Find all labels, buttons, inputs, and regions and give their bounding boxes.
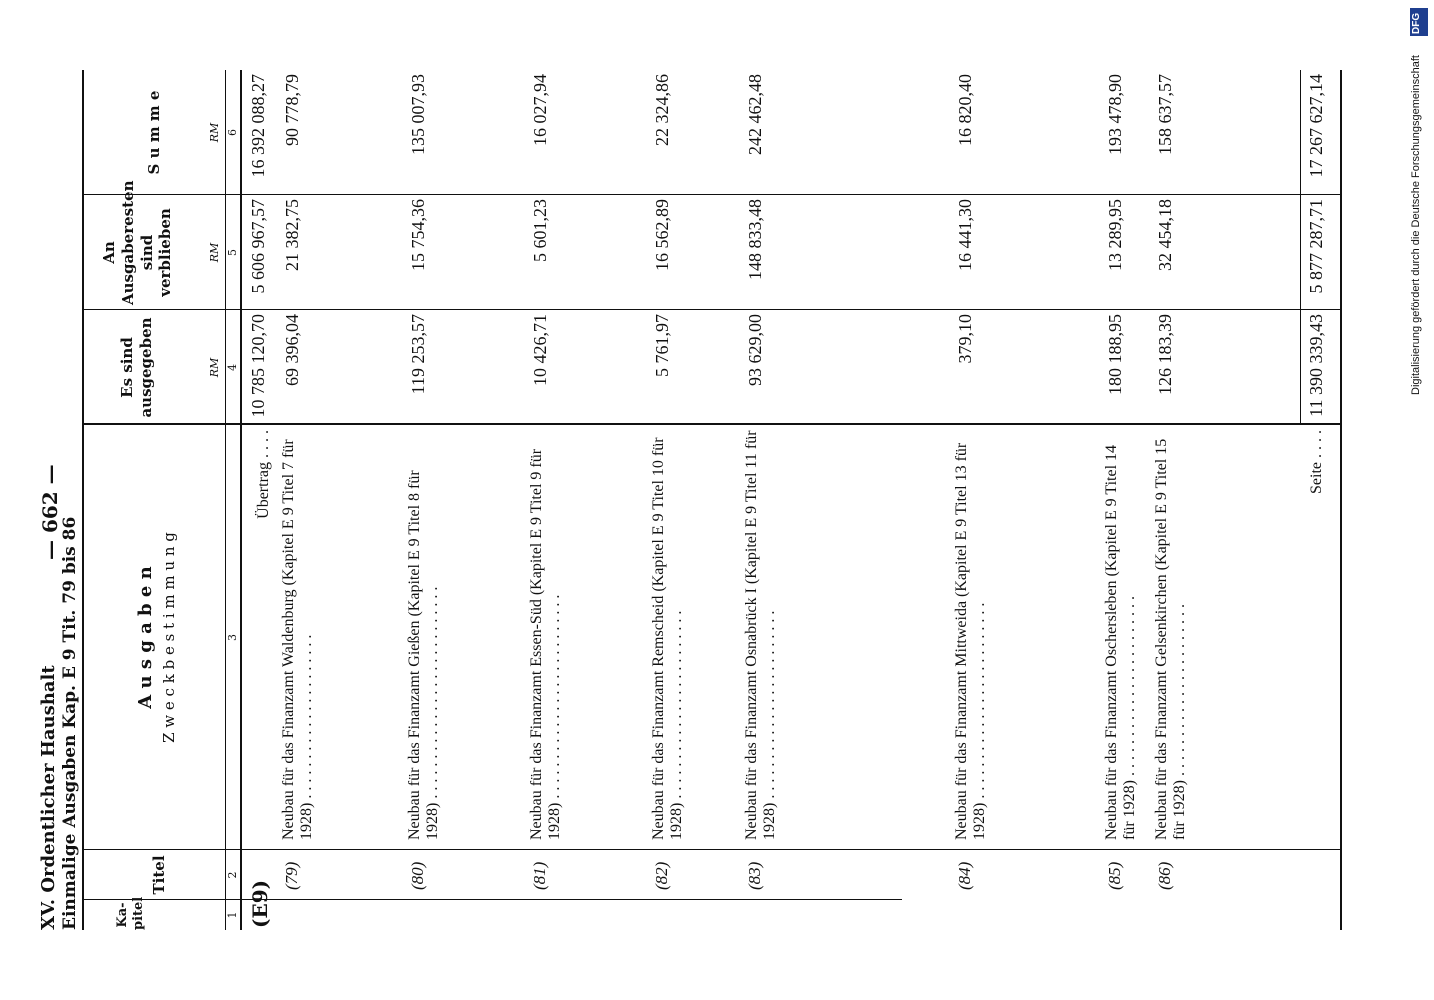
summe-86: 158 637,57 — [1155, 74, 1175, 155]
col-divider-kapitel — [82, 899, 902, 900]
digitization-credit — [1410, 40, 1426, 395]
text-86: Neubau für das Finanzamt Gelsenkirchen (Kapitel E 9 Titel 15 für 1928) . . . . . . . . . . . . . . . . . . . . . . — [1153, 438, 1188, 840]
titel-81: (81) — [530, 861, 549, 890]
col-header-reste: An Ausgaberesten sind verblieben — [100, 180, 175, 305]
uebertrag-ausgegeben: 10 785 120,70 — [248, 314, 268, 418]
seite-ausgegeben: 11 390 339,43 — [1306, 314, 1326, 417]
titel-79: (79) — [282, 861, 301, 890]
col-header-ausgaben: A u s g a b e n — [135, 566, 156, 709]
text-80: Neubau für das Finanzamt Gießen (Kapitel E 9 Titel 8 für 1928) . . . . . . . . . . . . . . . . . . . . . . . . . . . — [406, 470, 441, 840]
col-divider-reste — [82, 194, 1340, 195]
uebertrag-summe: 16 392 088,27 — [248, 74, 268, 178]
colnum-1: 1 — [226, 911, 239, 919]
col-header-summe: S u m m e — [145, 90, 163, 175]
summe-82: 22 324,86 — [652, 74, 672, 146]
summe-79: 90 778,79 — [282, 74, 302, 146]
table-bottom-rule — [1340, 70, 1342, 930]
ausgegeben-81: 10 426,71 — [530, 314, 550, 386]
col-divider-titel — [82, 849, 1340, 850]
text-83: Neubau für das Finanzamt Osnabrück I (Kapitel E 9 Titel 11 für 1928) . . . . . . . . . . . . . . . . . . . . . . . . — [743, 430, 778, 840]
summe-83: 242 462,48 — [745, 74, 765, 155]
kapitel-value: (E9) — [248, 879, 272, 928]
header-bottom-rule — [240, 70, 242, 930]
reste-82: 16 562,89 — [652, 199, 672, 271]
table-top-rule — [82, 70, 84, 930]
unit-reste: RM — [208, 242, 221, 263]
reste-80: 15 754,36 — [408, 199, 428, 271]
colnum-2: 2 — [226, 871, 239, 879]
seite-summe: 17 267 627,14 — [1306, 74, 1326, 178]
summe-80: 135 007,93 — [408, 74, 428, 155]
text-84: Neubau für das Finanzamt Mittweida (Kapitel E 9 Titel 13 für 1928) . . . . . . . . . . . . . . . . . . . . . . . . . — [953, 442, 988, 840]
summe-81: 16 027,94 — [530, 74, 550, 146]
ausgegeben-83: 93 629,00 — [745, 314, 765, 386]
unit-ausgegeben: RM — [208, 357, 221, 378]
reste-85: 13 289,95 — [1105, 199, 1125, 271]
colnum-5: 5 — [226, 249, 239, 256]
colnum-6: 6 — [226, 129, 239, 136]
text-79: Neubau für das Finanzamt Waldenburg (Kapitel E 9 Titel 7 für 1928) . . . . . . . . . . . . . . . . . . . . . — [280, 439, 315, 840]
text-81: Neubau für das Finanzamt Essen-Süd (Kapitel E 9 Titel 9 für 1928) . . . . . . . . . . . . . . . . . . . . . . . . . . — [528, 448, 563, 840]
summe-84: 16 820,40 — [955, 74, 975, 146]
col-header-ausgegeben: Es sind ausgegeben — [118, 317, 155, 418]
ausgegeben-85: 180 188,95 — [1105, 314, 1125, 395]
uebertrag-label: Übertrag . . . . — [255, 430, 272, 519]
summe-85: 193 478,90 — [1105, 74, 1125, 155]
total-rule — [1300, 70, 1301, 425]
uebertrag-reste: 5 606 967,57 — [248, 199, 268, 294]
unit-summe: RM — [208, 122, 221, 143]
reste-81: 5 601,23 — [530, 199, 550, 262]
text-85: Neubau für das Finanzamt Oschersleben (Kapitel E 9 Titel 14 für 1928) . . . . . . . . . . . . . . . . . . . . . . . — [1103, 444, 1138, 840]
col-header-zweck: Z w e c k b e s t i m m u n g — [160, 532, 178, 743]
ausgegeben-84: 379,10 — [955, 314, 975, 364]
titel-82: (82) — [652, 861, 671, 890]
reste-86: 32 454,18 — [1155, 199, 1175, 271]
col-header-kapitel: Ka-pitel — [115, 896, 147, 930]
subtitle-heading: Einmalige Ausgaben Kap. E 9 Tit. 79 bis 86 — [60, 516, 80, 930]
seite-reste: 5 877 287,71 — [1306, 199, 1326, 294]
col-divider-ausgegeben — [82, 309, 1340, 310]
titel-85: (85) — [1105, 861, 1124, 890]
page-number: — 662 — — [38, 464, 62, 560]
text-82: Neubau für das Finanzamt Remscheid (Kapitel E 9 Titel 10 für 1928) . . . . . . . . . . . . . . . . . . . . . . . . — [650, 437, 685, 840]
colnum-3: 3 — [226, 634, 239, 641]
ausgegeben-86: 126 183,39 — [1155, 314, 1175, 395]
titel-83: (83) — [745, 861, 764, 890]
ausgegeben-82: 5 761,97 — [652, 314, 672, 377]
colnum-4: 4 — [226, 364, 239, 371]
col-divider-text — [82, 423, 1340, 425]
reste-79: 21 382,75 — [282, 199, 302, 271]
reste-83: 148 833,48 — [745, 199, 765, 280]
reste-84: 16 441,30 — [955, 199, 975, 271]
titel-86: (86) — [1155, 861, 1174, 890]
credit-text: Digitalisierung gefördert durch die Deutsche Forschungsgemeinschaft — [1410, 55, 1422, 395]
seite-label: Seite . . . . — [1308, 430, 1325, 494]
col-header-titel: Titel — [150, 855, 168, 895]
ausgegeben-80: 119 253,57 — [408, 314, 428, 395]
titel-80: (80) — [408, 861, 427, 890]
titel-84: (84) — [955, 861, 974, 890]
section-heading: XV. Ordentlicher Haushalt — [38, 665, 59, 930]
ausgegeben-79: 69 396,04 — [282, 314, 302, 386]
dfg-logo-text: DFG — [1411, 12, 1422, 34]
